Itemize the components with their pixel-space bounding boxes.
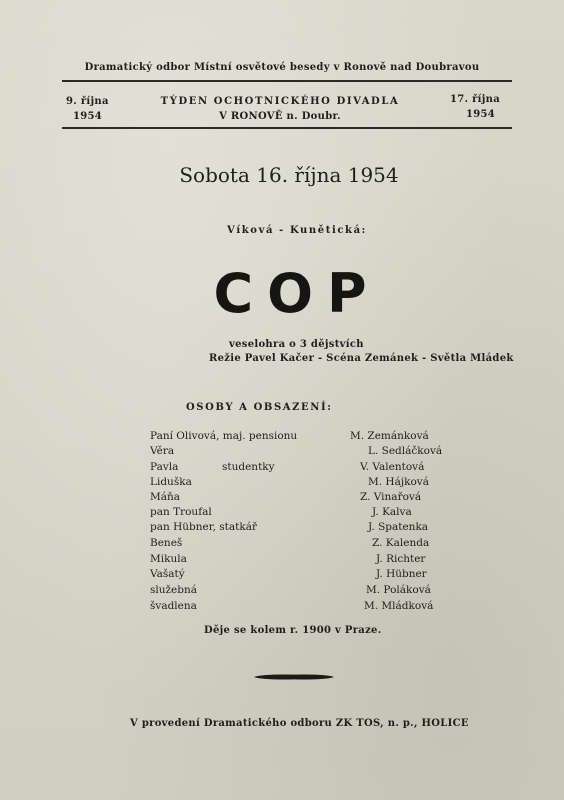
cast-row: [150, 430, 430, 445]
cast-row: [150, 461, 430, 476]
cast-row: [150, 584, 430, 599]
cast-heading: OSOBY A OBSAZENÍ:: [186, 402, 333, 413]
cast-actor: Z. Kalenda: [372, 537, 430, 549]
cast-row: [150, 600, 434, 615]
end-date-day: 17. října: [450, 94, 501, 105]
cast-row: [150, 521, 430, 536]
start-date-day: 9. října: [66, 96, 109, 107]
production-line: V provedení Dramatického odboru ZK TOS, n. p., HOLICE: [130, 718, 469, 729]
festival-place: V RONOVĚ n. Doubr.: [219, 111, 341, 122]
cast-row: [150, 506, 430, 521]
cast-row: [150, 445, 443, 460]
cast-row: [150, 476, 430, 491]
play-authors: Víková - Kunětická:: [227, 225, 367, 236]
cast-actor: J. Richter: [376, 553, 426, 565]
cast-role: švadlena: [150, 600, 197, 612]
cast-actor: J. Kalva: [372, 506, 412, 518]
cast-role: Mikula: [150, 553, 187, 565]
bottom-rule: [62, 127, 512, 129]
setting-line: Děje se kolem r. 1900 v Praze.: [204, 625, 382, 636]
students-note: studentky: [222, 461, 275, 473]
play-title: COP: [213, 262, 381, 325]
cast-row: [150, 553, 430, 568]
cast-actor: M. Poláková: [366, 584, 431, 596]
cast-actor: M. Hájková: [368, 476, 429, 488]
cast-role: Vašatý: [150, 568, 185, 580]
cast-role: pan Troufal: [150, 506, 212, 518]
cast-role: Věra: [150, 445, 175, 457]
cast-actor: L. Sedláčková: [368, 445, 443, 457]
cast-role: služebná: [150, 584, 197, 596]
cast-row: [150, 537, 430, 552]
cast-role: Máňa: [150, 491, 181, 503]
cast-role: Beneš: [150, 537, 183, 549]
cast-actor: V. Valentová: [360, 461, 425, 473]
cast-role: Paní Olivová, maj. pensionu: [150, 430, 298, 442]
start-date-year: 1954: [73, 111, 103, 122]
organizer-line: Dramatický odbor Místní osvětové besedy v Ronově nad Doubravou: [84, 62, 480, 73]
cast-actor: M. Mládková: [364, 600, 434, 612]
cast-role: Liduška: [150, 476, 192, 488]
cast-role: Pavla: [150, 461, 179, 473]
cast-actor: J. Spatenka: [368, 521, 429, 533]
play-genre: veselohra o 3 dějstvích: [229, 339, 364, 350]
top-rule: [62, 80, 512, 82]
cast-row: [150, 491, 430, 506]
end-date-year: 1954: [466, 109, 496, 120]
cast-row: [150, 568, 430, 583]
cast-actor: M. Zemánková: [350, 430, 429, 442]
cast-actor: J. Hübner: [376, 568, 427, 580]
play-credits: Režie Pavel Kačer - Scéna Zemánek - Světla Mládek: [209, 353, 514, 364]
performance-date: Sobota 16. října 1954: [179, 163, 399, 187]
festival-title: TÝDEN OCHOTNICKÉHO DIVADLA: [160, 96, 400, 107]
cast-role: pan Hübner, statkář: [150, 521, 257, 533]
ornament-divider: [254, 673, 334, 681]
cast-actor: Z. Vinařová: [360, 491, 422, 503]
